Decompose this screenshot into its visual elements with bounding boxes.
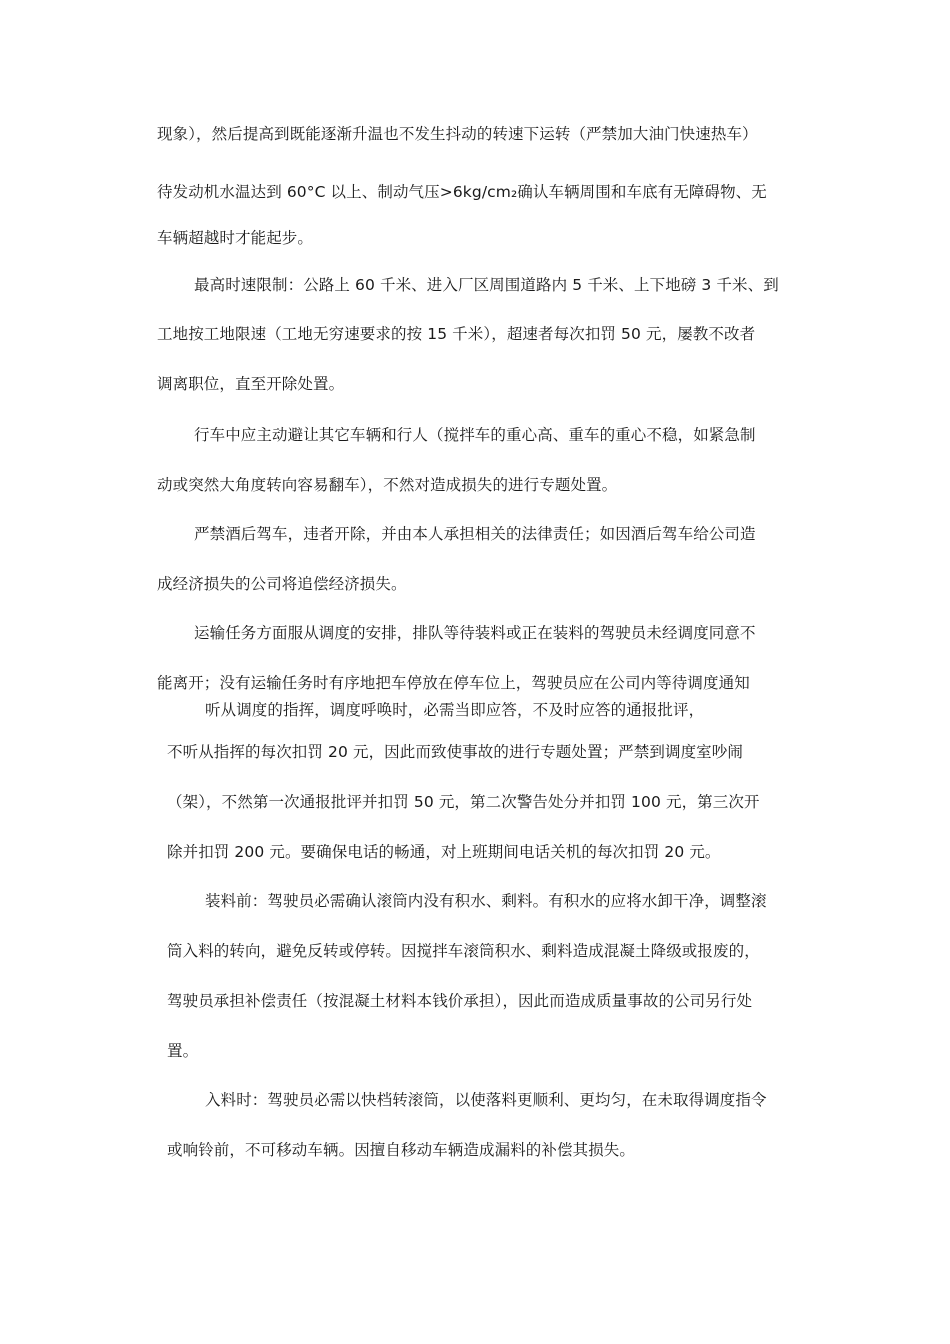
text-line: 筒入料的转向，避免反转或停转。因搅拌车滚筒积水、剩料造成混凝土降级或报废的， <box>167 942 760 960</box>
text-line: 听从调度的指挥，调度呼唤时，必需当即应答，不及时应答的通报批评， <box>205 701 705 719</box>
text-line: 现象），然后提高到既能逐渐升温也不发生抖动的转速下运转（严禁加大油门快速热车） <box>157 125 758 143</box>
text-line: 装料前：驾驶员必需确认滚筒内没有积水、剩料。有积水的应将水卸干净，调整滚 <box>205 892 767 910</box>
text-line: 或响铃前，不可移动车辆。因擅自移动车辆造成漏料的补偿其损失。 <box>167 1141 636 1159</box>
text-line: 入料时：驾驶员必需以快档转滚筒，以使落料更顺利、更均匀，在未取得调度指令 <box>205 1091 767 1109</box>
text-line: 最高时速限制：公路上 60 千米、进入厂区周围道路内 5 千米、上下地磅 3 千米、到 <box>194 276 779 294</box>
text-line: （架），不然第一次通报批评并扣罚 50 元，第二次警告处分并扣罚 100 元，第三次开 <box>167 793 760 811</box>
text-line: 置。 <box>167 1042 199 1060</box>
text-line: 待发动机水温达到 60°C 以上、制动气压>6kg/cm₂确认车辆周围和车底有无障碍物、无 <box>157 183 767 201</box>
text-line: 行车中应主动避让其它车辆和行人（搅拌车的重心高、重车的重心不稳，如紧急制 <box>194 426 756 444</box>
text-line: 车辆超越时才能起步。 <box>157 229 314 247</box>
text-line: 运输任务方面服从调度的安排，排队等待装料或正在装料的驾驶员未经调度同意不 <box>194 624 756 642</box>
text-line: 除并扣罚 200 元。要确保电话的畅通，对上班期间电话关机的每次扣罚 20 元。 <box>167 843 721 861</box>
text-line: 动或突然大角度转向容易翻车），不然对造成损失的进行专题处置。 <box>157 476 618 494</box>
text-line: 不听从指挥的每次扣罚 20 元，因此而致使事故的进行专题处置；严禁到调度室吵闹 <box>167 743 743 761</box>
text-line: 工地按工地限速（工地无穷速要求的按 15 千米），超速者每次扣罚 50 元，屡教不改者 <box>157 325 756 343</box>
text-line: 驾驶员承担补偿责任（按混凝土材料本钱价承担），因此而造成质量事故的公司另行处 <box>167 992 753 1010</box>
text-line: 调离职位，直至开除处置。 <box>157 375 345 393</box>
text-line: 成经济损失的公司将追偿经济损失。 <box>157 575 407 593</box>
text-line: 能离开；没有运输任务时有序地把车停放在停车位上，驾驶员应在公司内等待调度通知 <box>157 674 750 692</box>
text-line: 严禁酒后驾车，违者开除，并由本人承担相关的法律责任；如因酒后驾车给公司造 <box>194 525 756 543</box>
